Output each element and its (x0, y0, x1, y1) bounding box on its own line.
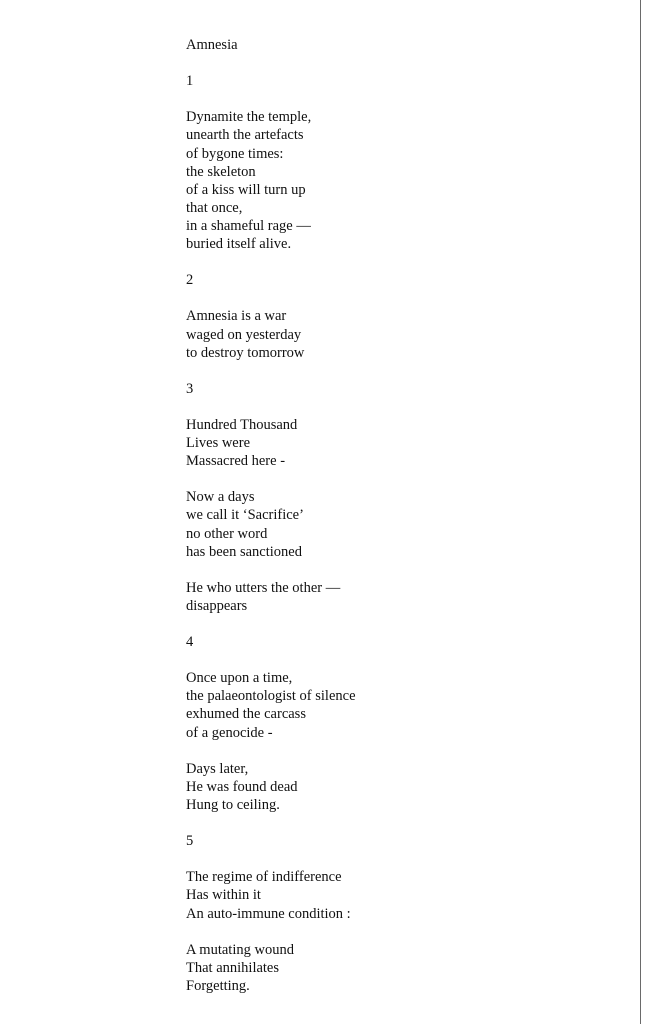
poem-line: Hung to ceiling. (186, 796, 280, 813)
spacer (186, 814, 356, 832)
poem-line: An auto-immune condition : (186, 905, 351, 922)
spacer (186, 742, 356, 760)
poem-line: the skeleton (186, 163, 256, 180)
poem-line: Hundred Thousand (186, 416, 298, 433)
poem-line: Has within it (186, 887, 261, 904)
spacer (186, 253, 356, 271)
poem-line: we call it ‘Sacrifice’ (186, 507, 304, 524)
poem-line: That annihilates (186, 959, 280, 976)
poem-line: unearth the artefacts (186, 127, 304, 144)
poem-line: He who utters the other — (186, 579, 341, 596)
spacer (186, 289, 356, 307)
spacer (186, 615, 356, 633)
poem (186, 36, 356, 995)
poem-line: Massacred here - (186, 453, 286, 470)
spacer (186, 90, 356, 108)
poem-line: Amnesia is a war (186, 308, 287, 325)
poem-line: Days later, (186, 760, 249, 777)
poem-line: Now a days (186, 489, 255, 506)
poem-line: the palaeontologist of silence (186, 688, 356, 705)
poem-line: in a shameful rage — (186, 217, 311, 234)
poem-line: to destroy tomorrow (186, 344, 305, 361)
section-number: 2 (186, 272, 194, 289)
spacer (186, 398, 356, 416)
poem-line: of a kiss will turn up (186, 181, 306, 198)
section-number: 4 (186, 634, 194, 651)
spacer (186, 54, 356, 72)
poem-line: of a genocide - (186, 724, 273, 741)
poem-line: waged on yesterday (186, 326, 302, 343)
section-number: 5 (186, 833, 194, 850)
section-number: 1 (186, 73, 194, 90)
poem-line: Dynamite the temple, (186, 109, 312, 126)
spacer (186, 362, 356, 380)
poem-line: A mutating wound (186, 941, 294, 958)
poem-line: Forgetting. (186, 977, 250, 994)
poem-line: He was found dead (186, 778, 298, 795)
spacer (186, 651, 356, 669)
poem-line: Once upon a time, (186, 670, 293, 687)
poem-line: of bygone times: (186, 145, 284, 162)
section-number: 3 (186, 380, 194, 397)
poem-line: buried itself alive. (186, 236, 292, 253)
poem-line: no other word (186, 525, 268, 542)
page-edge-divider (640, 0, 641, 1024)
poem-line: disappears (186, 597, 248, 614)
poem-line: has been sanctioned (186, 543, 302, 560)
poem-line: exhumed the carcass (186, 706, 306, 723)
poem-title: Amnesia (186, 37, 238, 53)
poem-line: The regime of indifference (186, 869, 342, 886)
spacer (186, 561, 356, 579)
poem-line: Lives were (186, 435, 251, 452)
spacer (186, 470, 356, 488)
spacer (186, 923, 356, 941)
poem-line: that once, (186, 199, 243, 216)
spacer (186, 850, 356, 868)
